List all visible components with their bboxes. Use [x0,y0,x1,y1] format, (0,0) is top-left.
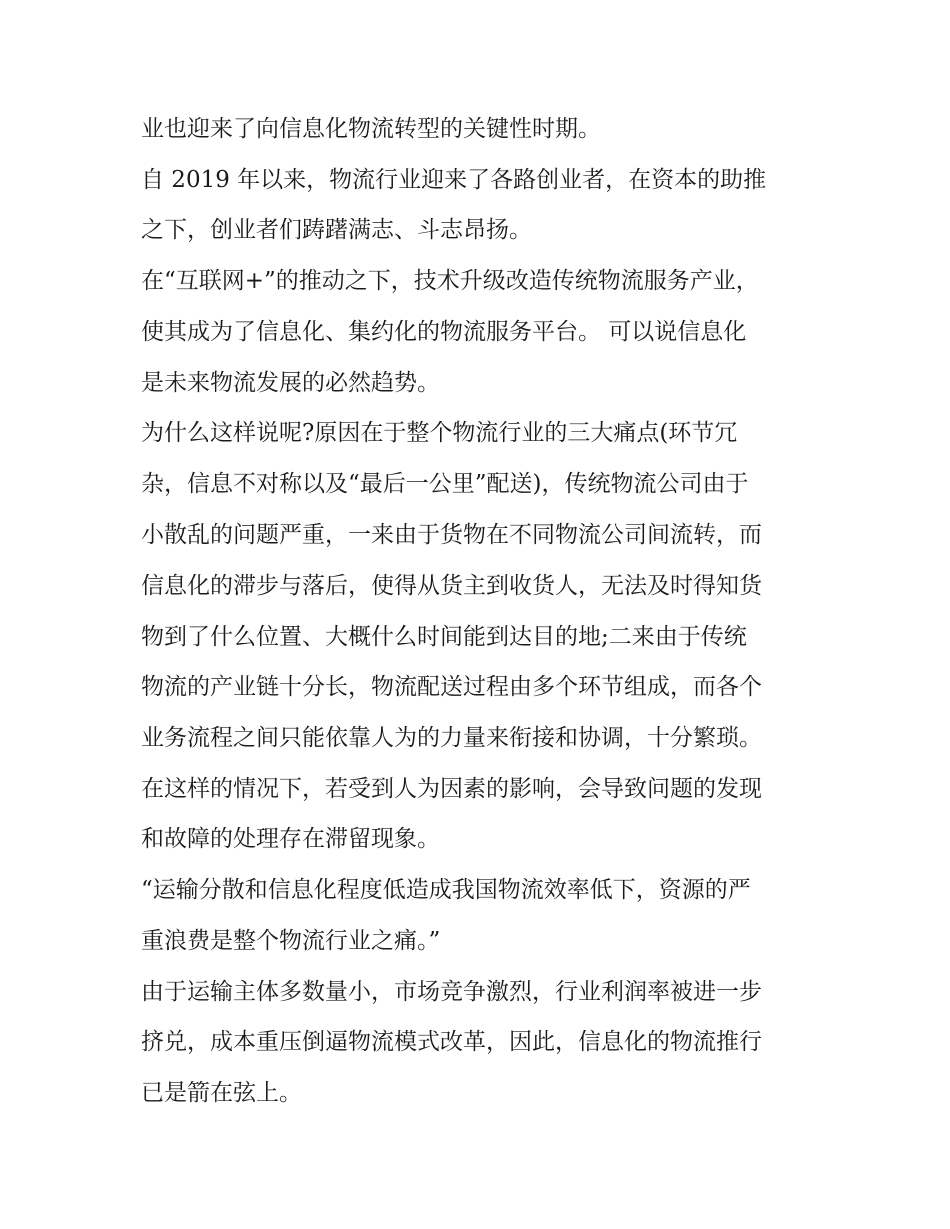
text-line: 使其成为了信息化、集约化的物流服务平台。 可以说信息化 [141,319,747,345]
text-line: “运输分散和信息化程度低造成我国物流效率低下，资源的严 [141,877,751,903]
text-line: 为什么这样说呢?原因在于整个物流行业的三大痛点(环节冗 [141,420,738,446]
text-line: 是未来物流发展的必然趋势。 [141,370,440,396]
text-line: 挤兑，成本重压倒逼物流模式改革，因此，信息化的物流推行 [141,1029,762,1055]
text-line: 物流的产业链十分长，物流配送过程由多个环节组成，而各个 [141,674,762,700]
text-line: 由于运输主体多数量小，市场竞争激烈，行业利润率被进一步 [141,979,762,1005]
text-line: 重浪费是整个物流行业之痛。” [141,928,441,954]
text-line: 已是箭在弦上。 [141,1080,302,1106]
text-line: 小散乱的问题严重，一来由于货物在不同物流公司间流转，而 [141,522,762,548]
text-line: 业也迎来了向信息化物流转型的关键性时期。 [141,116,601,142]
text-line: 杂，信息不对称以及“最后一公里”配送)，传统物流公司由于 [141,471,749,497]
text-line: 之下，创业者们踌躇满志、斗志昂扬。 [141,217,532,243]
text-line: 和故障的处理存在滞留现象。 [141,826,440,852]
text-line: 自 2019 年以来，物流行业迎来了各路创业者，在资本的助推 [141,167,767,193]
text-line: 在“互联网+”的推动之下，技术升级改造传统物流服务产业， [141,268,759,294]
text-line: 在这样的情况下，若受到人为因素的影响，会导致问题的发现 [141,776,762,802]
text-line: 信息化的滞步与落后，使得从货主到收货人，无法及时得知货 [141,573,762,599]
text-line: 物到了什么位置、大概什么时间能到达目的地;二来由于传统 [141,624,747,650]
text-line: 业务流程之间只能依靠人为的力量来衔接和协调，十分繁琐。 [141,725,762,751]
